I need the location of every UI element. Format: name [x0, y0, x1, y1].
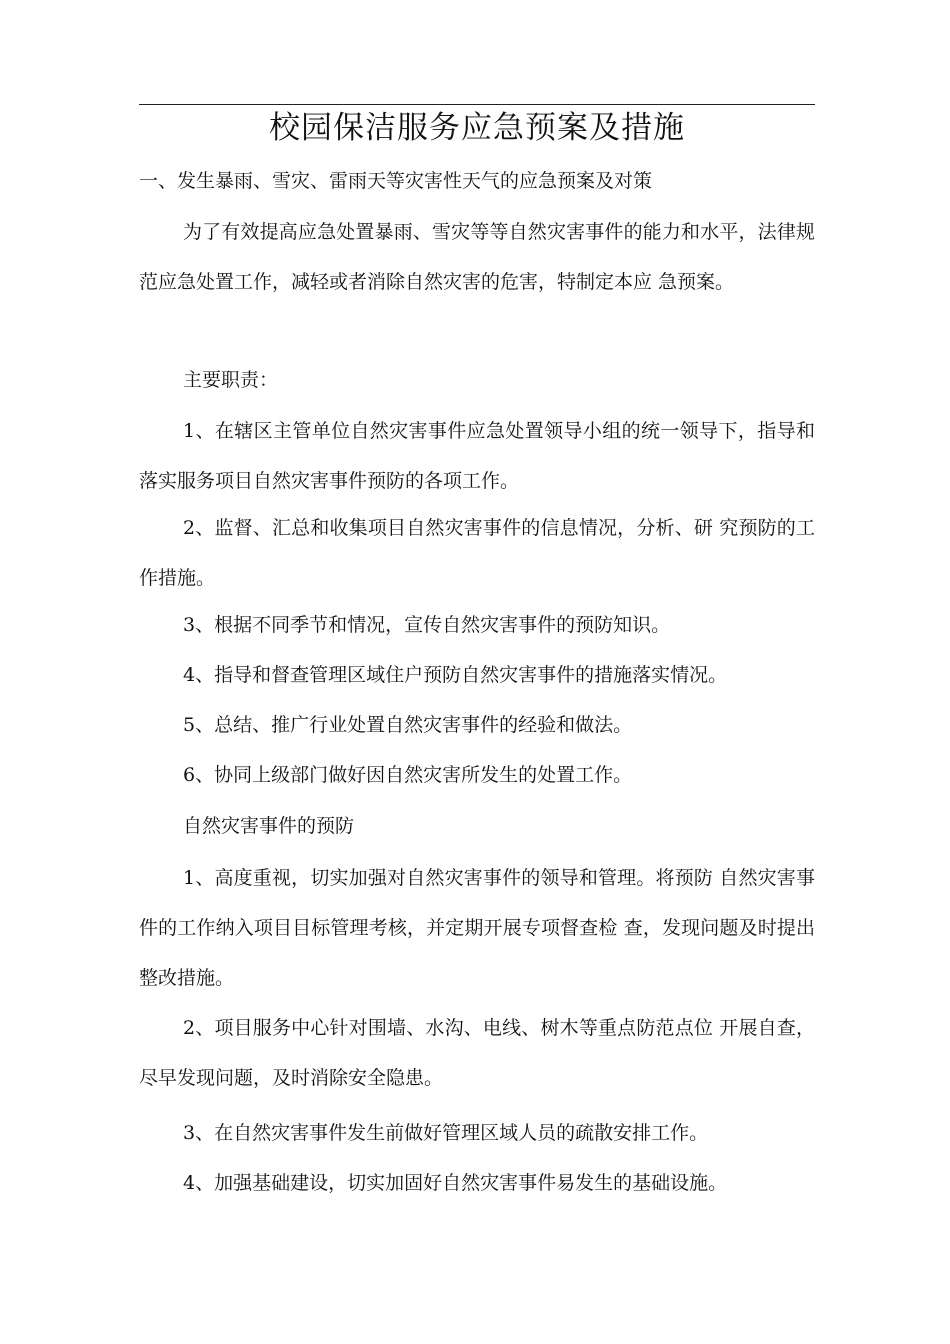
duty-item: 2、监督、汇总和收集项目自然灾害事件的信息情况，分析、研 究预防的工作措施。 [139, 517, 815, 589]
prevention-label: 自然灾害事件的预防 [183, 815, 355, 837]
prevention-item: 2、项目服务中心针对围墙、水沟、电线、树木等重点防范点位 开展自查，尽早发现问题，及时消除安全隐患。 [139, 1017, 815, 1089]
intro-paragraph: 为了有效提高应急处置暴雨、雪灾等等自然灾害事件的能力和水平，法律规范应急处置工作，减轻或者消除自然灾害的危害，特制定本应 急预案。 [139, 221, 815, 293]
duty-item: 4、指导和督查管理区域住户预防自然灾害事件的措施落实情况。 [183, 664, 728, 686]
duty-item: 5、总结、推广行业处置自然灾害事件的经验和做法。 [183, 714, 633, 736]
duty-item: 1、在辖区主管单位自然灾害事件应急处置领导小组的统一领导下，指导和落实服务项目自然灾害事件预防的各项工作。 [139, 420, 815, 492]
duty-item: 6、协同上级部门做好因自然灾害所发生的处置工作。 [183, 764, 633, 786]
prevention-item: 3、在自然灾害事件发生前做好管理区域人员的疏散安排工作。 [183, 1122, 709, 1144]
section-heading: 一、发生暴雨、雪灾、雷雨天等灾害性天气的应急预案及对策 [139, 170, 653, 192]
prevention-item: 4、加强基础建设，切实加固好自然灾害事件易发生的基础设施。 [183, 1172, 728, 1194]
header-rule [139, 104, 815, 105]
duties-label: 主要职责： [183, 369, 279, 391]
prevention-item: 1、高度重视，切实加强对自然灾害事件的领导和管理。将预防 自然灾害事件的工作纳入项目目标管理考核，并定期开展专项督查检 查，发现问题及时提出整改措施。 [139, 867, 815, 989]
duty-item: 3、根据不同季节和情况，宣传自然灾害事件的预防知识。 [183, 614, 671, 636]
document-title: 校园保洁服务应急预案及措施 [269, 110, 685, 146]
